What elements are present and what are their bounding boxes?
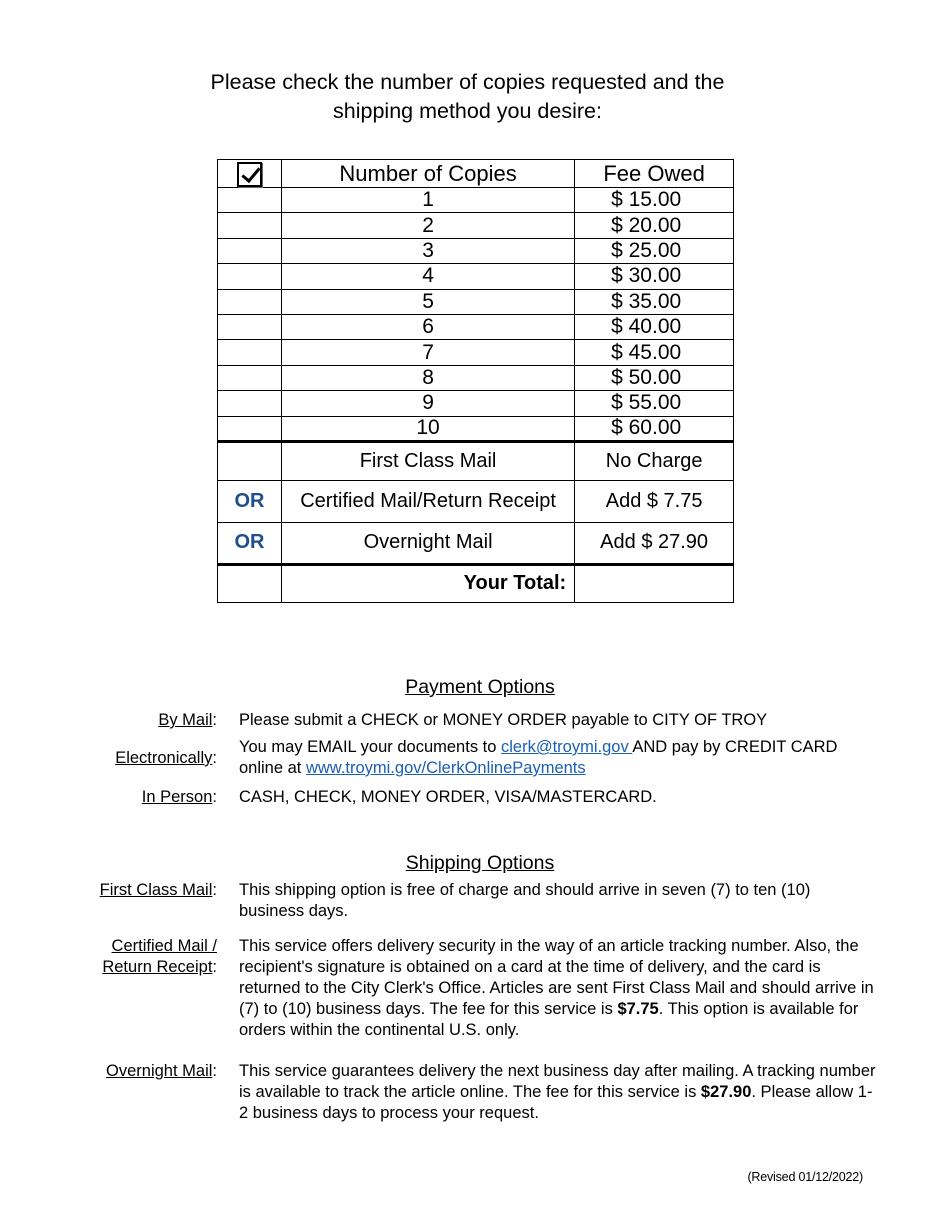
overnight-text: This service guarantees delivery the next business day after mailing. A tracking number is available to track the article online. The fee for this service is $27.90. Please allow 1-2 business days to process your request. xyxy=(239,1062,876,1122)
payment-options-heading: Payment Options xyxy=(405,676,555,698)
check-cell[interactable] xyxy=(218,441,282,480)
fee-cell: $ 55.00 xyxy=(575,391,734,416)
check-cell[interactable] xyxy=(218,416,282,441)
table-row xyxy=(218,264,734,289)
total-blank-cell xyxy=(218,564,282,602)
check-cell[interactable] xyxy=(218,213,282,238)
table-row xyxy=(218,365,734,390)
check-cell[interactable] xyxy=(218,314,282,339)
shipping-method: First Class Mail xyxy=(281,441,574,480)
check-cell[interactable] xyxy=(218,289,282,314)
check-cell[interactable] xyxy=(218,264,282,289)
check-cell[interactable] xyxy=(218,365,282,390)
copies-cell: 4 xyxy=(281,264,574,289)
shipping-method: Overnight Mail xyxy=(281,522,574,564)
fee-cell: $ 35.00 xyxy=(575,289,734,314)
check-cell[interactable] xyxy=(218,340,282,365)
by-mail-text: Please submit a CHECK or MONEY ORDER payable to CITY OF TROY xyxy=(239,711,768,729)
title-line-2: shipping method you desire: xyxy=(333,99,602,123)
table-row xyxy=(218,289,734,314)
shipping-row-first-class xyxy=(218,441,734,480)
fee-cell: $ 40.00 xyxy=(575,314,734,339)
total-label: Your Total: xyxy=(281,564,574,602)
copies-cell: 6 xyxy=(281,314,574,339)
copies-cell: 5 xyxy=(281,289,574,314)
electronic-text: You may EMAIL your documents to clerk@troymi.gov AND pay by CREDIT CARD online at www.troymi.gov/ClerkOnlinePayments xyxy=(239,738,838,777)
checkbox-checked-icon xyxy=(237,162,262,187)
fee-cell: $ 20.00 xyxy=(575,213,734,238)
copies-cell: 7 xyxy=(281,340,574,365)
copies-cell: 3 xyxy=(281,238,574,263)
shipping-row-overnight xyxy=(218,522,734,564)
table-row xyxy=(218,238,734,263)
header-copies: Number of Copies xyxy=(281,160,574,188)
title-line-1: Please check the number of copies requested and the xyxy=(210,70,725,94)
shipping-fee: Add $ 27.90 xyxy=(575,522,734,564)
fee-cell: $ 50.00 xyxy=(575,365,734,390)
shipping-method: Certified Mail/Return Receipt xyxy=(281,480,574,522)
fee-cell: $ 60.00 xyxy=(575,416,734,441)
certified-label: Certified Mail / Return Receipt: xyxy=(102,937,217,976)
check-cell[interactable] xyxy=(218,238,282,263)
table-row xyxy=(218,391,734,416)
table-row xyxy=(218,416,734,441)
fee-cell: $ 15.00 xyxy=(575,188,734,213)
in-person-text: CASH, CHECK, MONEY ORDER, VISA/MASTERCARD. xyxy=(239,788,657,806)
total-input-cell[interactable] xyxy=(575,564,734,602)
table-row xyxy=(218,188,734,213)
clerk-email-link[interactable]: clerk@troymi.gov xyxy=(501,738,633,756)
shipping-row-certified xyxy=(218,480,734,522)
fee-cell: $ 25.00 xyxy=(575,238,734,263)
fee-table-header xyxy=(218,160,734,188)
header-fee: Fee Owed xyxy=(575,160,734,188)
shipping-fee: Add $ 7.75 xyxy=(575,480,734,522)
shipping-options-heading: Shipping Options xyxy=(405,852,555,874)
table-row xyxy=(218,314,734,339)
or-cell[interactable]: OR xyxy=(218,522,282,564)
copies-cell: 10 xyxy=(281,416,574,441)
table-row xyxy=(218,213,734,238)
revised-date: (Revised 01/12/2022) xyxy=(747,1170,863,1184)
fee-table xyxy=(217,159,734,603)
copies-cell: 9 xyxy=(281,391,574,416)
fee-cell: $ 30.00 xyxy=(575,264,734,289)
online-payments-link[interactable]: www.troymi.gov/ClerkOnlinePayments xyxy=(305,759,586,777)
or-cell[interactable]: OR xyxy=(218,480,282,522)
checkmark-header-cell xyxy=(218,160,282,188)
copies-cell: 8 xyxy=(281,365,574,390)
page-title xyxy=(0,68,935,126)
copies-cell: 2 xyxy=(281,213,574,238)
shipping-fee: No Charge xyxy=(575,441,734,480)
table-row xyxy=(218,340,734,365)
first-class-text: This shipping option is free of charge and should arrive in seven (7) to ten (10) business days. xyxy=(239,881,811,920)
copies-cell: 1 xyxy=(281,188,574,213)
certified-text: This service offers delivery security in the way of an article tracking number. Also, the recipient's signature is obtained on a card at the time of delivery, and the card is returned to the City Clerk's Office. Articles are sent First Class Mail and should arrive in (7) to (10) business days. The fee for this service is $7.75. This option is available for orders within the continental U.S. only. xyxy=(239,937,874,1039)
check-cell[interactable] xyxy=(218,188,282,213)
total-row xyxy=(218,564,734,602)
fee-cell: $ 45.00 xyxy=(575,340,734,365)
check-cell[interactable] xyxy=(218,391,282,416)
